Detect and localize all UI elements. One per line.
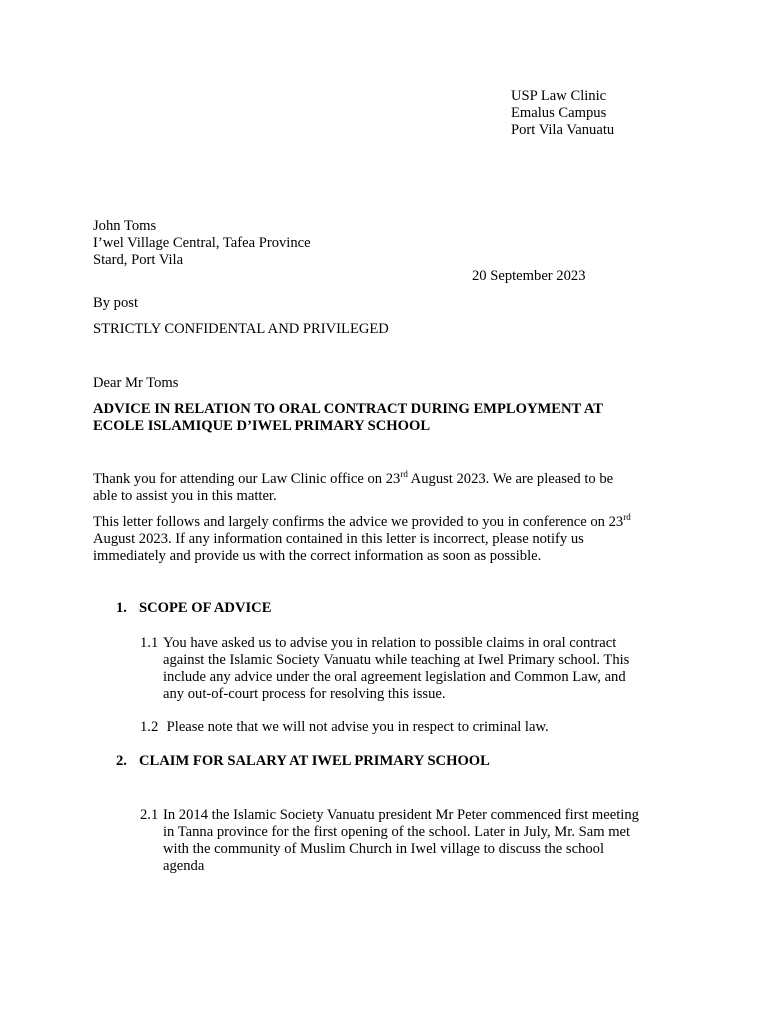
sender-campus: Emalus Campus	[511, 105, 607, 121]
delivery-method: By post	[93, 295, 139, 311]
paragraph-line: include any advice under the oral agreement legislation and Common Law, and	[163, 669, 626, 685]
section-heading	[116, 600, 616, 617]
letter-date: 20 September 2023	[472, 268, 586, 284]
section-title: CLAIM FOR SALARY AT IWEL PRIMARY SCHOOL	[139, 753, 490, 769]
intro-p1-line1	[93, 471, 613, 488]
intro-paragraph-2	[93, 514, 631, 565]
intro-p1-text-b: August 2023. We are pleased to be	[407, 471, 614, 487]
intro-p1-text-a: Thank you for attending our Law Clinic office on 23	[93, 471, 401, 487]
confidentiality-notice: STRICTLY CONFIDENTAL AND PRIVILEGED	[93, 321, 389, 337]
paragraph-line: against the Islamic Society Vanuatu while teaching at Iwel Primary school. This	[163, 652, 630, 668]
salutation: Dear Mr Toms	[93, 375, 179, 391]
paragraph-number: 2.1	[140, 807, 159, 823]
paragraph-number: 1.1	[140, 635, 159, 651]
section-heading	[116, 753, 616, 770]
intro-p2-line1	[93, 514, 631, 531]
section-number: 1.	[116, 600, 127, 616]
subject-heading	[93, 401, 603, 435]
subject-line2: ECOLE ISLAMIQUE D’IWEL PRIMARY SCHOOL	[93, 418, 431, 434]
paragraph-line: agenda	[163, 858, 205, 874]
intro-p1-line2: able to assist you in this matter.	[93, 488, 277, 504]
intro-p2-text-a: This letter follows and largely confirms the advice we provided to you in conference on 23	[93, 514, 624, 530]
section-title: SCOPE OF ADVICE	[139, 600, 272, 616]
numbered-paragraph	[140, 635, 700, 703]
numbered-paragraph	[140, 719, 700, 736]
intro-paragraph-1	[93, 471, 613, 505]
intro-p2-line2: August 2023. If any information contained in this letter is incorrect, please notify us	[93, 531, 584, 547]
subject-line1: ADVICE IN RELATION TO ORAL CONTRACT DURING EMPLOYMENT AT	[93, 401, 604, 417]
sender-city: Port Vila Vanuatu	[511, 122, 615, 138]
section-number: 2.	[116, 753, 127, 769]
sender-address	[511, 88, 614, 139]
intro-p2-superscript: rd	[623, 512, 631, 522]
numbered-paragraph	[140, 807, 700, 875]
recipient-name: John Toms	[93, 218, 157, 234]
paragraph-line: Please note that we will not advise you in respect to criminal law.	[163, 719, 549, 735]
paragraph-line: any out-of-court process for resolving this issue.	[163, 686, 446, 702]
intro-p1-superscript: rd	[400, 469, 408, 479]
recipient-address-line2: Stard, Port Vila	[93, 252, 184, 268]
paragraph-line: In 2014 the Islamic Society Vanuatu president Mr Peter commenced first meeting	[163, 807, 639, 823]
paragraph-line: with the community of Muslim Church in Iwel village to discuss the school	[163, 841, 605, 857]
intro-p2-line3: immediately and provide us with the correct information as soon as possible.	[93, 548, 542, 564]
sender-name: USP Law Clinic	[511, 88, 607, 104]
recipient-address	[93, 218, 311, 269]
paragraph-number: 1.2	[140, 719, 159, 735]
paragraph-line: in Tanna province for the first opening of the school. Later in July, Mr. Sam met	[163, 824, 631, 840]
recipient-address-line1: I’wel Village Central, Tafea Province	[93, 235, 311, 251]
paragraph-line: You have asked us to advise you in relation to possible claims in oral contract	[163, 635, 617, 651]
